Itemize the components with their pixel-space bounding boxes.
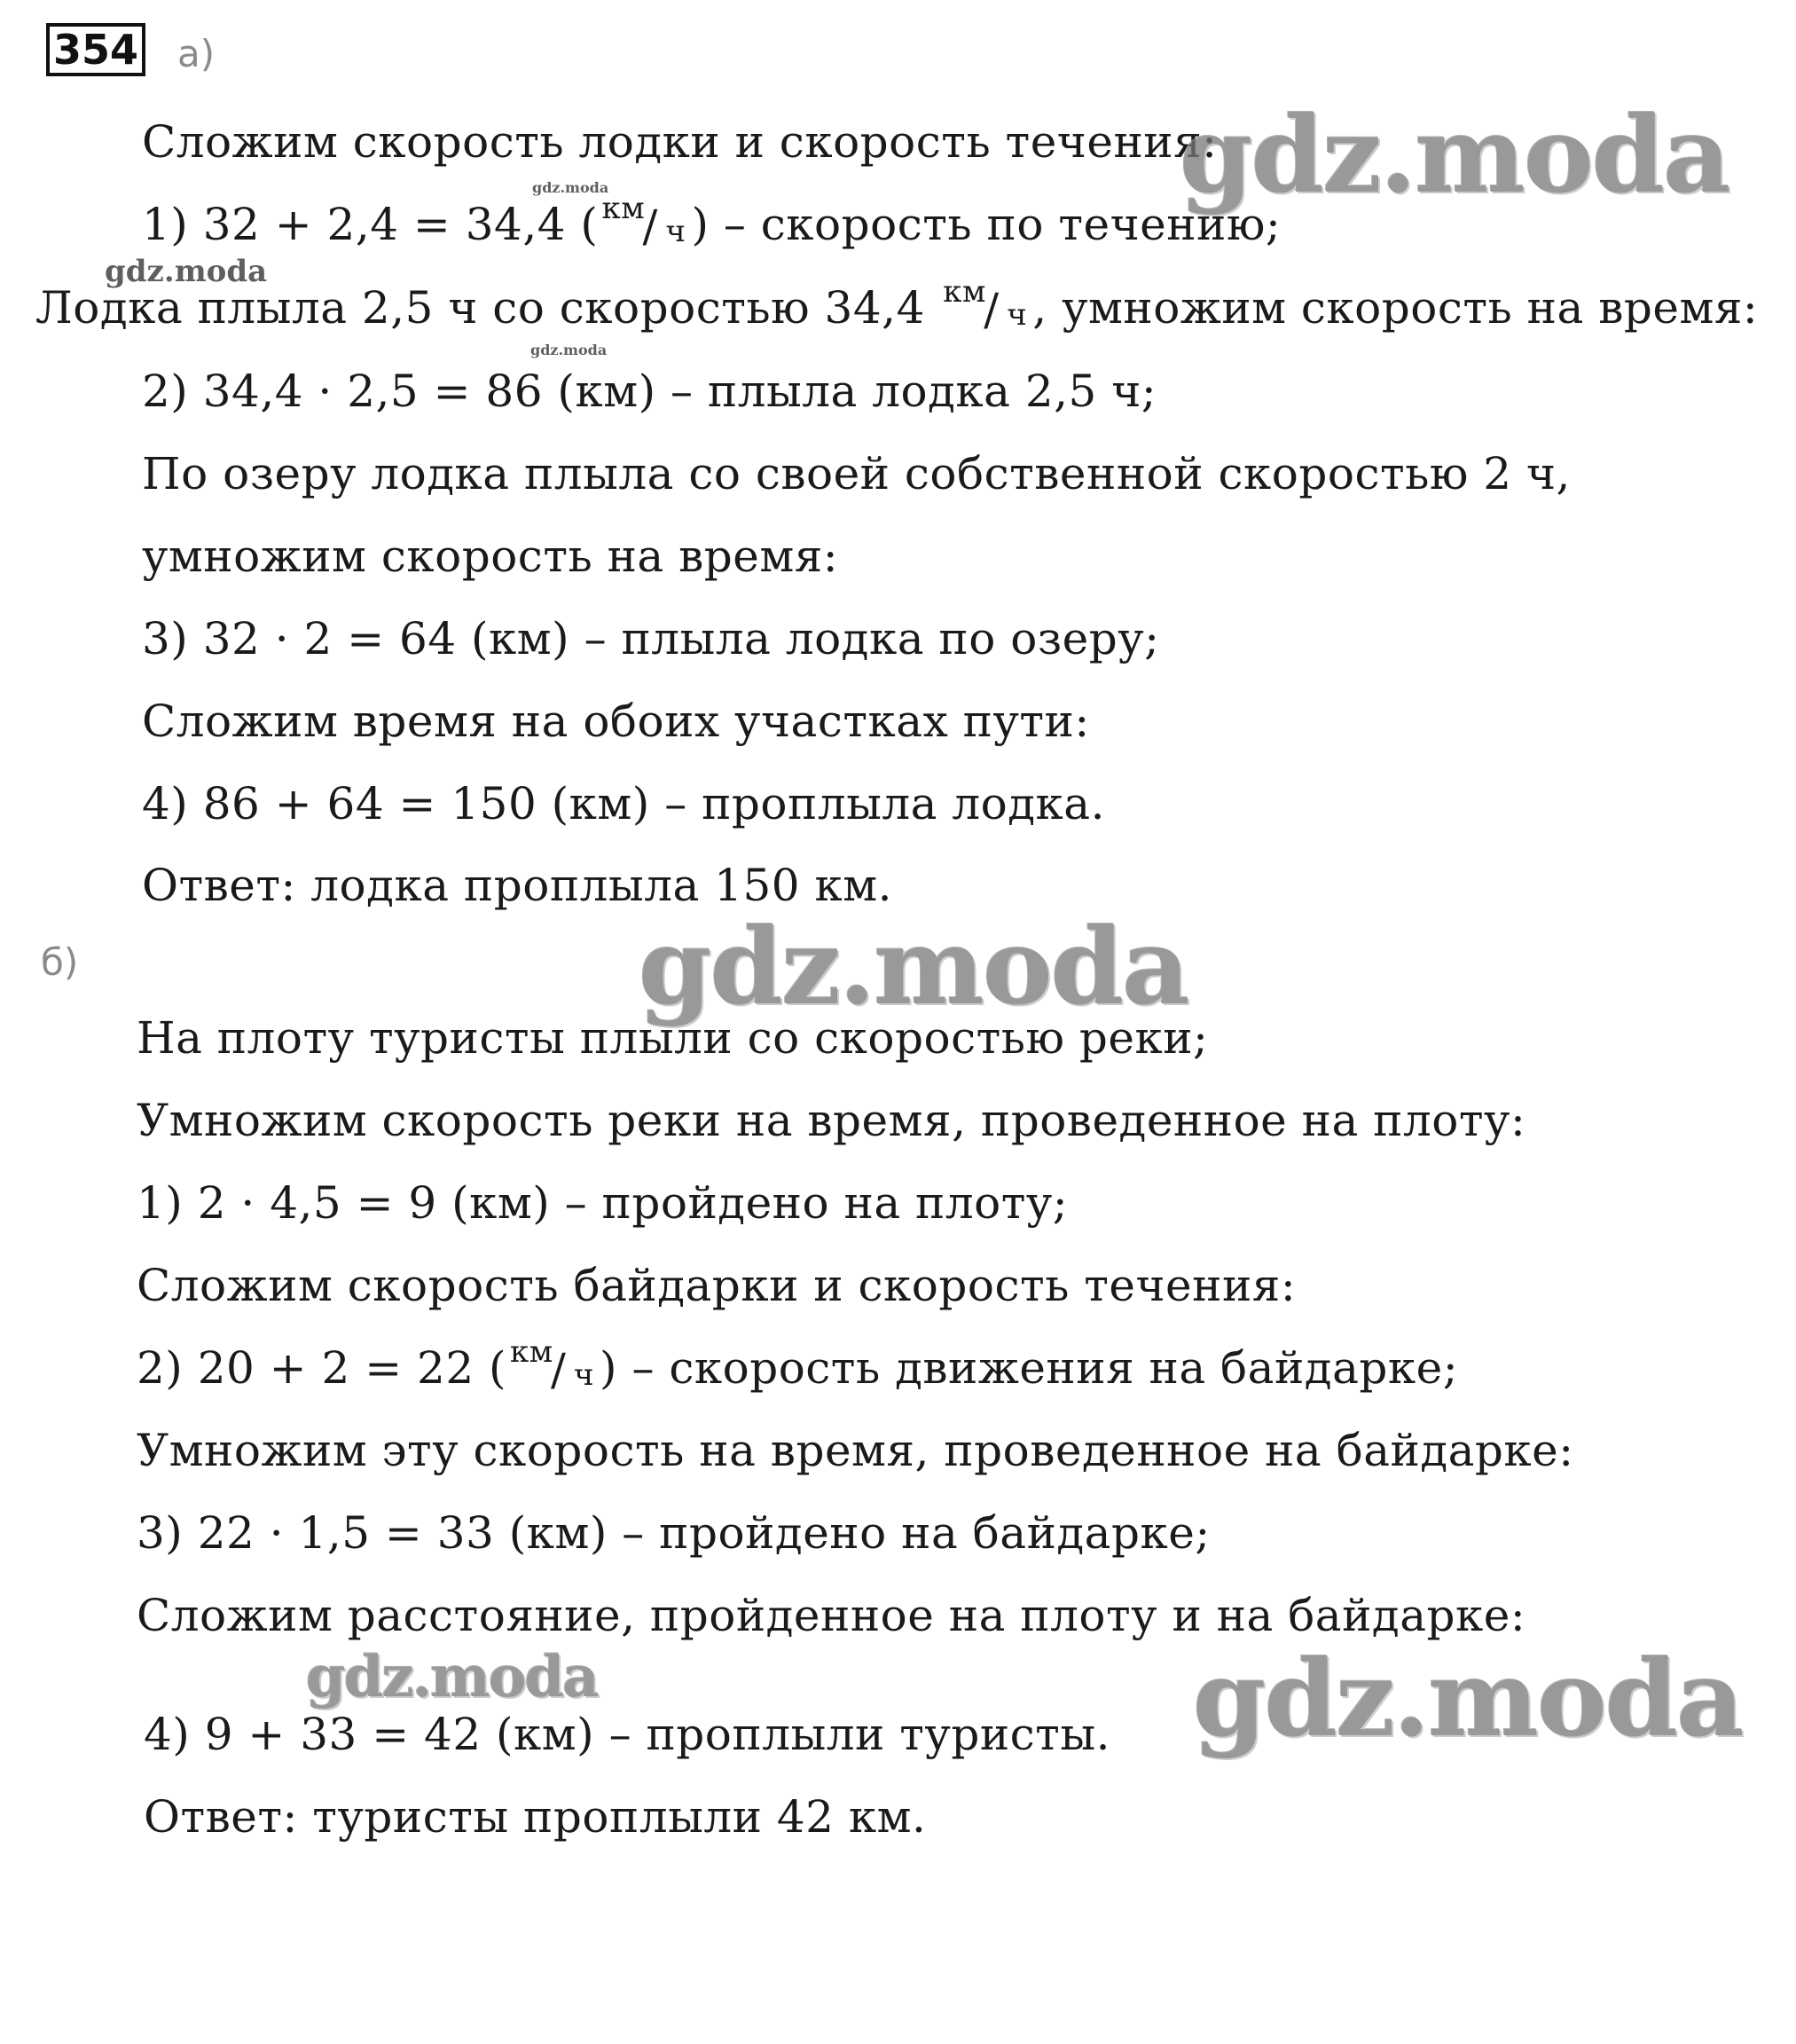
part-b-line-9: 4) 9 + 33 = 42 (км) – проплыли туристы. [144,1709,1111,1760]
part-a-line-8: Сложим время на обоих участках пути: [142,696,1090,747]
part-a-line-9: 4) 86 + 64 = 150 (км) – проплыла лодка. [142,778,1105,829]
part-b-line-3: 1) 2 · 4,5 = 9 (км) – пройдено на плоту; [137,1177,1069,1229]
watermark: gdz.moda [105,254,268,289]
unit-slash: / [551,1344,567,1395]
watermark: gdz.moda [306,1644,598,1710]
part-a-line-4: 2) 34,4 · 2,5 = 86 (км) – плыла лодка 2,5 ч; [142,366,1157,417]
part-b-label: б) [41,940,79,984]
unit-h: ч [1007,297,1028,333]
part-a-line-2 [142,191,1282,252]
speed-unit [598,191,691,252]
unit-slash: / [642,200,658,252]
part-b-line-8: Сложим расстояние, пройденное на плоту и на байдарке: [137,1590,1526,1641]
unit-h: ч [665,214,686,249]
part-b-line-7: 3) 22 · 1,5 = 33 (км) – пройдено на байдарке; [137,1507,1211,1559]
part-b-line-5 [137,1334,1459,1395]
unit-km: км [510,1334,553,1370]
part-a-line-2-end: ) – скорость по течению; [691,199,1282,250]
watermark: gdz.moda [639,905,1188,1028]
part-a-line-3-end: , умножим скорость на время: [1032,282,1759,334]
problem-number: 354 [46,23,145,76]
part-a-line-5: По озеру лодка плыла со своей собственной скоростью 2 ч, [142,448,1571,499]
part-a-line-3-start: Лодка плыла 2,5 ч со скоростью 34,4 [35,282,925,334]
part-b-line-5-start: 2) 20 + 2 = 22 ( [137,1342,507,1394]
part-a-line-1: Сложим скорость лодки и скорость течения: [142,116,1218,168]
part-a-line-3 [35,274,1759,335]
unit-km: км [601,191,646,226]
part-a-line-7: 3) 32 · 2 = 64 (км) – плыла лодка по озеру; [142,613,1160,664]
unit-h: ч [574,1357,595,1393]
part-a-label: а) [177,32,216,75]
part-a-answer: Ответ: лодка проплыла 150 км. [142,860,893,911]
part-b-line-2: Умножим скорость реки на время, проведенное на плоту: [137,1095,1526,1146]
part-b-line-1: На плоту туристы плыли со скоростью реки; [137,1012,1209,1064]
unit-slash: / [984,284,1000,335]
unit-km: км [943,274,986,310]
part-a-line-6: умножим скорость на время: [142,531,839,582]
speed-unit [506,1334,600,1395]
speed-unit [939,274,1032,335]
watermark: gdz.moda [530,342,608,358]
part-b-line-6: Умножим эту скорость на время, проведенное на байдарке: [137,1425,1574,1476]
part-a-line-2-start: 1) 32 + 2,4 = 34,4 ( [142,199,599,250]
part-b-answer: Ответ: туристы проплыли 42 км. [144,1791,927,1843]
part-b-line-4: Сложим скорость байдарки и скорость течения: [137,1260,1297,1311]
watermark: gdz.moda [1180,93,1729,216]
watermark: gdz.moda [532,179,609,196]
watermark: gdz.moda [1193,1637,1743,1760]
part-b-line-5-end: ) – скорость движения на байдарке; [600,1342,1459,1394]
